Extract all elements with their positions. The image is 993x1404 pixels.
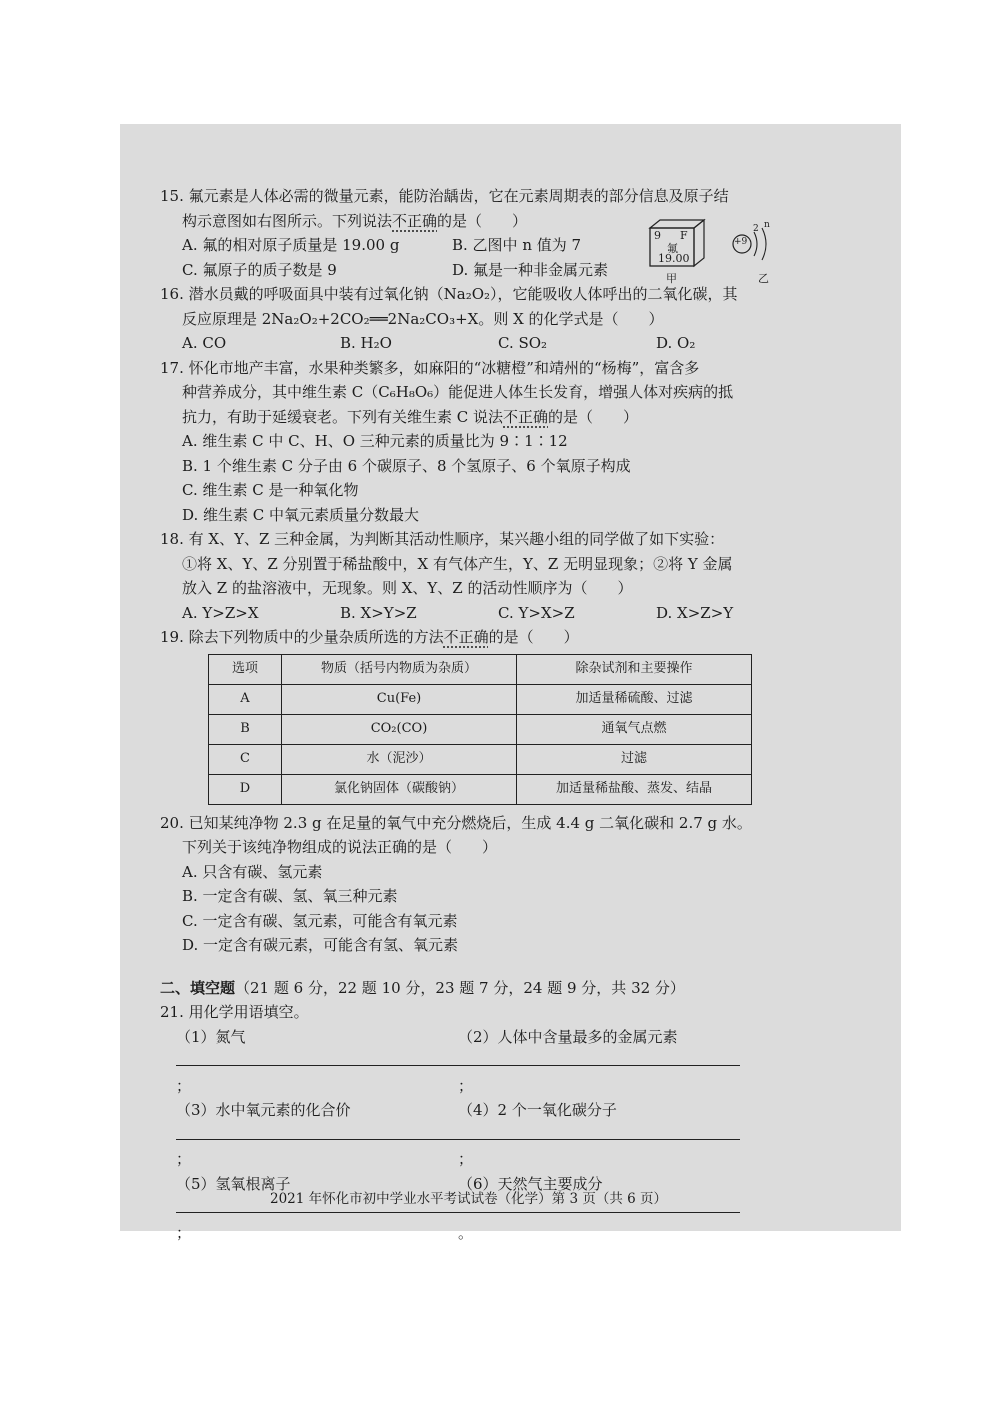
- emphasis: 不正确: [392, 211, 438, 230]
- question-20: [160, 811, 840, 958]
- q20-stem-line2: 下列关于该纯净物组成的说法正确的是（ ）: [182, 838, 498, 856]
- element-symbol: F: [680, 229, 688, 242]
- q17-option-b: B. 1 个维生素 C 分子由 6 个碳原子、8 个氢原子、6 个氧原子构成: [182, 456, 631, 475]
- table-cell: 过滤: [517, 744, 752, 774]
- atomic-mass: 19.00: [658, 252, 690, 265]
- table-row: [209, 714, 752, 744]
- table-cell: C: [209, 744, 282, 774]
- answer-blank[interactable]: [458, 1050, 740, 1066]
- shell-1-electrons: 2: [753, 224, 759, 234]
- element-name: 氟: [667, 242, 678, 255]
- answer-blank[interactable]: [176, 1124, 458, 1140]
- table-cell: B: [209, 714, 282, 744]
- element-cell-side: [694, 220, 704, 266]
- q18-stem-line3: 放入 Z 的盐溶液中，无现象。则 X、Y、Z 的活动性顺序为（ ）: [182, 579, 633, 597]
- table-cell: 加适量稀硫酸、过滤: [517, 684, 752, 714]
- table-header-row: [209, 654, 752, 684]
- q15-options-row2: C. 氟原子的质子数是 9 D. 氟是一种非金属元素: [182, 260, 609, 279]
- answer-blank[interactable]: [176, 1050, 458, 1066]
- question-19: [160, 625, 840, 805]
- q20-option-c: C. 一定含有碳、氢元素，可能含有氧元素: [182, 911, 458, 930]
- table-cell: D: [209, 774, 282, 804]
- q16-options: A. CO B. H₂O C. SO₂ D. O₂: [182, 334, 696, 352]
- table-cell: 通氧气点燃: [517, 714, 752, 744]
- q18-stem-line2: ①将 X、Y、Z 分别置于稀盐酸中，X 有气体产生，Y、Z 无明显现象；②将 Y 金属: [182, 554, 733, 573]
- figure-label-a: 甲: [666, 272, 677, 285]
- table-cell: Cu(Fe): [282, 684, 517, 714]
- q21-item-6: （6）天然气主要成分。: [458, 1172, 740, 1246]
- exam-page: [160, 184, 840, 1245]
- electron-shell-2: [762, 228, 766, 260]
- shell-2-electrons: n: [764, 220, 770, 230]
- section-2-heading: 二、填空题（21 题 6 分，22 题 10 分，23 题 7 分，24 题 9 分，共 32 分）: [160, 978, 685, 997]
- atomic-number: 9: [654, 229, 661, 242]
- q17-option-a: A. 维生素 C 中 C、H、O 三种元素的质量比为 9∶1∶12: [182, 432, 568, 450]
- q21-row: [160, 1098, 840, 1172]
- emphasis: 不正确: [443, 628, 489, 646]
- q20-stem-line1: 20. 已知某纯净物 2.3 g 在足量的氧气中充分燃烧后，生成 4.4 g 二氧化碳和 2.7 g 水。: [160, 813, 752, 832]
- q21-item-4: （4）2 个一氧化碳分子；: [458, 1098, 740, 1172]
- table-header: 物质（括号内物质为杂质）: [282, 654, 517, 684]
- q21-item-3: （3）水中氧元素的化合价；: [176, 1098, 458, 1172]
- q21-row: [160, 1025, 840, 1099]
- q21-stem: 21. 用化学用语填空。: [160, 1003, 309, 1021]
- q15-options-row1: A. 氟的相对原子质量是 19.00 g B. 乙图中 n 值为 7: [182, 236, 582, 254]
- nuclear-charge: +9: [734, 237, 748, 247]
- q19-stem: 19. 除去下列物质中的少量杂质所选的方法不正确的是（ ）: [160, 628, 579, 646]
- q15-figure: [640, 218, 800, 290]
- q16-stem-line1: 16. 潜水员戴的呼吸面具中装有过氧化钠（Na₂O₂），它能吸收人体呼出的二氧化碳，其: [160, 285, 738, 303]
- q17-option-d: D. 维生素 C 中氧元素质量分数最大: [182, 505, 420, 524]
- table-cell: CO₂(CO): [282, 714, 517, 744]
- table-row: [209, 744, 752, 774]
- figure-label-b: 乙: [758, 272, 769, 285]
- q15-stem-line1: 15. 氟元素是人体必需的微量元素，能防治龋齿，它在元素周期表的部分信息及原子结: [160, 187, 729, 205]
- q17-stem-line3: 抗力，有助于延缓衰老。下列有关维生素 C 说法不正确的是（ ）: [182, 407, 639, 426]
- q20-option-d: D. 一定含有碳元素，可能含有氢、氧元素: [182, 936, 459, 954]
- question-16: [160, 282, 840, 356]
- exam-photo: [120, 124, 901, 1242]
- q19-table: [208, 654, 752, 805]
- table-header: 除杂试剂和主要操作: [517, 654, 752, 684]
- question-18: [160, 527, 840, 625]
- q18-stem-line1: 18. 有 X、Y、Z 三种金属，为判断其活动性顺序，某兴趣小组的同学做了如下实验：: [160, 530, 725, 548]
- q17-stem-line1: 17. 怀化市地产丰富，水果种类繁多，如麻阳的“冰糖橙”和靖州的“杨梅”，富含多: [160, 358, 700, 377]
- table-row: [209, 684, 752, 714]
- table-cell: 氯化钠固体（碳酸钠）: [282, 774, 517, 804]
- q18-options: A. Y>Z>X B. X>Y>Z C. Y>X>Z D. X>Z>Y: [182, 603, 734, 622]
- q21-item-2: （2）人体中含量最多的金属元素；: [458, 1025, 740, 1099]
- electron-shell-1: [754, 232, 757, 256]
- q21-item-5: （5）氢氧根离子；: [176, 1172, 458, 1246]
- q21-item-1: （1）氮气；: [176, 1025, 458, 1099]
- table-cell: 加适量稀盐酸、蒸发、结晶: [517, 774, 752, 804]
- q21-row: [160, 1172, 840, 1246]
- q20-option-a: A. 只含有碳、氢元素: [182, 862, 323, 881]
- page-footer: 2021 年怀化市初中学业水平考试试卷（化学）第 3 页（共 6 页）: [270, 1191, 667, 1207]
- table-cell: 水（泥沙）: [282, 744, 517, 774]
- emphasis: 不正确: [503, 407, 549, 426]
- q17-stem-line2: 种营养成分，其中维生素 C（C₆H₈O₆）能促进人体生长发育，增强人体对疾病的抵: [182, 383, 734, 401]
- table-cell: A: [209, 684, 282, 714]
- answer-blank[interactable]: [458, 1124, 740, 1140]
- q20-option-b: B. 一定含有碳、氢、氧三种元素: [182, 887, 398, 905]
- q15-stem-line2: 构示意图如右图所示。下列说法不正确的是（ ）: [182, 211, 528, 230]
- q16-stem-line2: 反应原理是 2Na₂O₂+2CO₂══2Na₂CO₃+X。则 X 的化学式是（ ）: [182, 309, 664, 328]
- q17-option-c: C. 维生素 C 是一种氧化物: [182, 481, 359, 499]
- question-21: [160, 1000, 840, 1245]
- table-header: 选项: [209, 654, 282, 684]
- table-row: [209, 774, 752, 804]
- question-17: [160, 356, 840, 528]
